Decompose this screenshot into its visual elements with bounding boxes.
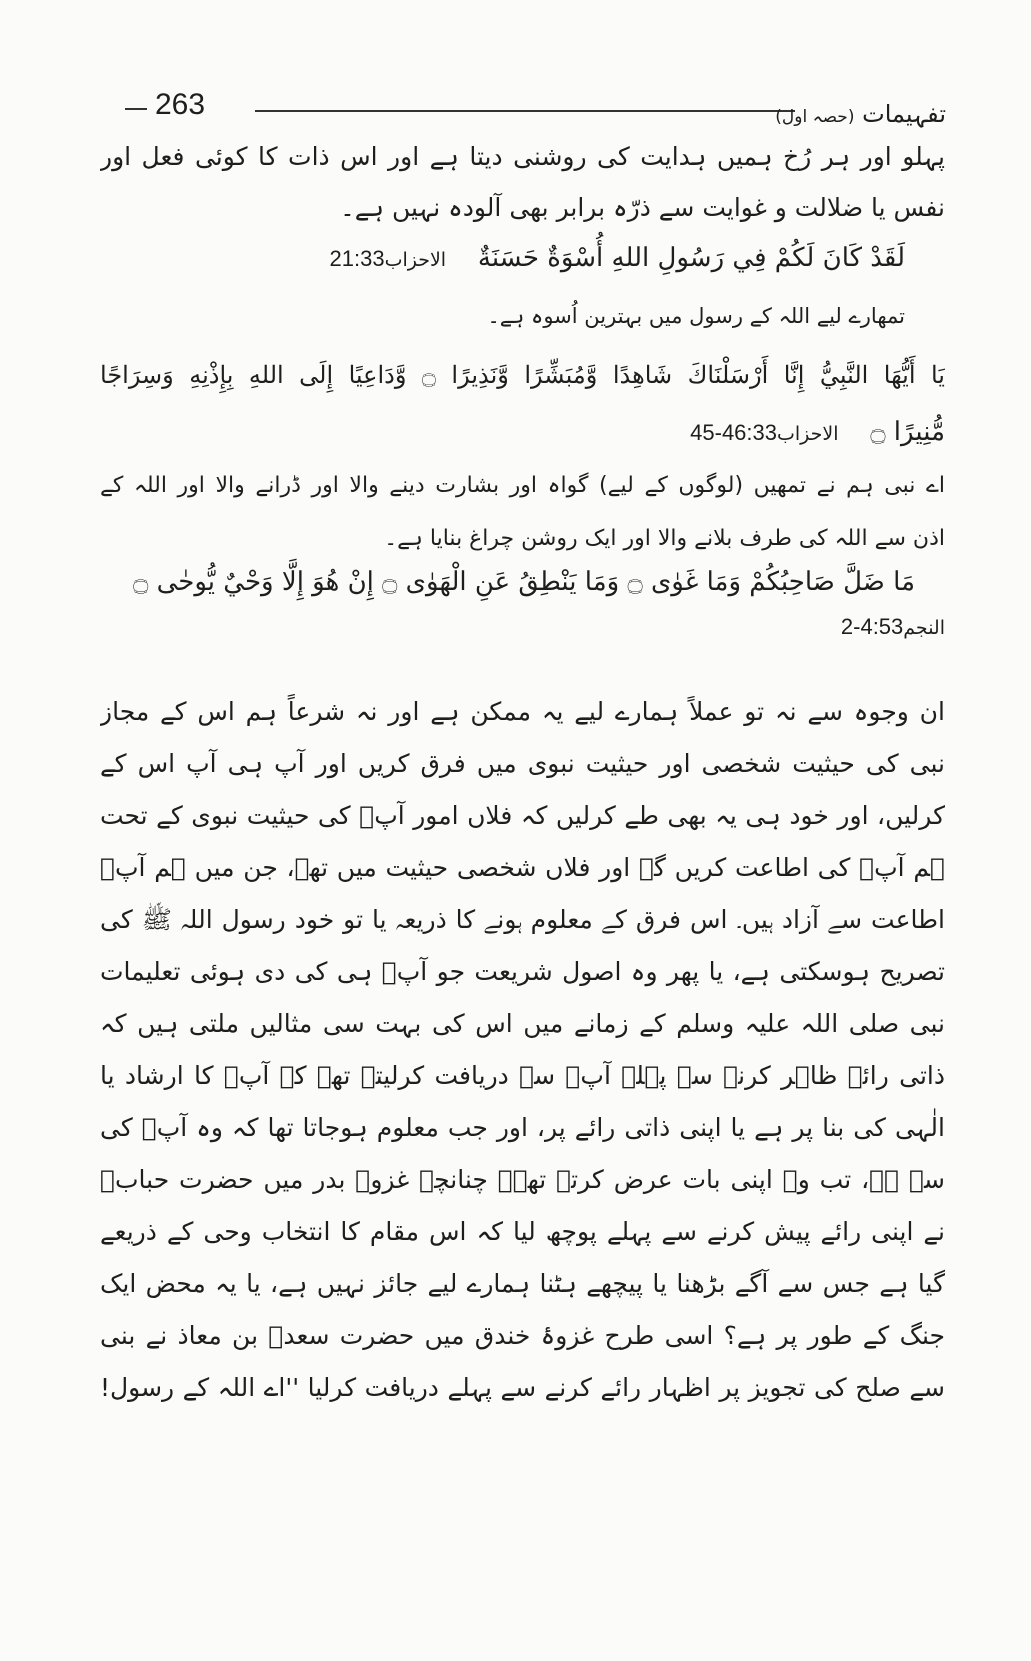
text-line: ہم آپؐ کی اطاعت کریں گے اور فلاں شخصی حیثیت میں تھے، جن میں ہم آپؐ — [100, 853, 945, 882]
text-line: نے اپنی رائے پیش کرنے سے پہلے پوچھ لیا کہ اس مقام کا انتخاب وحی کے ذریعے — [100, 1217, 945, 1246]
page-number: 263 — [155, 88, 206, 121]
arabic-verse: لَقَدْ كَانَ لَكُمْ فِي رَسُولِ اللهِ أُسْوَةٌ حَسَنَةٌ — [477, 243, 905, 273]
arabic-verse: مَا ضَلَّ صَاحِبُكُمْ وَمَا غَوٰى ۝ وَمَا يَنْطِقُ عَنِ الْهَوٰى ۝ إِنْ هُوَ إِلَّا وَحْيٌ يُّوحٰى ۝ — [133, 567, 915, 597]
arabic-verse: يَا أَيُّهَا النَّبِيُّ إِنَّا أَرْسَلْنَاكَ شَاهِدًا وَّمُبَشِّرًا وَّنَذِيرًا ۝ وَّدَاعِيًا إِلَى اللهِ بِإِذْنِهِ وَسِرَاجًا — [100, 361, 945, 389]
text-line: نبی کی حیثیت شخصی اور حیثیت نبوی میں فرق کریں اور آپ ہی آپ اس کے — [100, 749, 945, 778]
text-line: جنگ کے طور پر ہے؟ اسی طرح غزوۂ خندق میں حضرت سعدؓ بن معاذ نے بنی — [100, 1321, 945, 1350]
translation-line: اے نبی ہم نے تمھیں (لوگوں کے لیے) گواہ اور بشارت دینے والا اور ڈرانے والا اور اللہ کے — [100, 473, 945, 498]
text-line: نفس یا ضلالت و غوایت سے ذرّہ برابر بھی آلودہ نہیں ہے۔ — [340, 193, 945, 222]
text-line: ان وجوہ سے نہ تو عملاً ہمارے لیے یہ ممکن ہے اور نہ شرعاً ہم اس کے مجاز — [100, 697, 945, 726]
text-line: گیا ہے جس سے آگے بڑھنا یا پیچھے ہٹنا ہمارے لیے جائز نہیں ہے، یا یہ محض ایک — [100, 1269, 945, 1298]
header-rule — [255, 110, 795, 112]
text-line: پہلو اور ہر رُخ ہمیں ہدایت کی روشنی دیتا ہے اور اس ذات کا کوئی فعل اور — [100, 142, 945, 171]
surah-name: الاحزاب — [777, 423, 839, 445]
book-part: (حصہ اول) — [775, 107, 855, 127]
quote-3-ref — [100, 606, 945, 648]
book-title: تفہیمات — [862, 100, 946, 128]
text-line: کرلیں، اور خود ہی یہ بھی طے کرلیں کہ فلاں امور آپؐ کی حیثیت نبوی کے تحت — [100, 801, 945, 830]
text-line: سے ہے، تب وہ اپنی بات عرض کرتے تھے۔ چنانچہ غزوۂ بدر میں حضرت حبابؓ — [100, 1165, 945, 1194]
text-line: ذاتی رائے ظاہر کرنے سے پہلے آپؐ سے دریافت کرلیتے تھے کہ آپؐ کا ارشاد یا — [100, 1061, 945, 1090]
header-dash — [125, 108, 147, 110]
text-line: اطاعت سے آزاد ہیں۔ اس فرق کے معلوم ہونے کا ذریعہ یا تو خود رسول اللہ ﷺ کی — [100, 905, 945, 934]
text-line: الٰہی کی بنا پر ہے یا اپنی ذاتی رائے پر، اور جب معلوم ہوجاتا تھا کہ وہ آپؐ کی — [100, 1113, 945, 1142]
text-line: نبی صلی اللہ علیہ وسلم کے زمانے میں اس کی بہت سی مثالیں ملتی ہیں کہ — [100, 1009, 945, 1038]
translation-line: تمھارے لیے اللہ کے رسول میں بہترین اُسوہ ہے۔ — [487, 304, 905, 328]
text-line: سے صلح کی تجویز پر اظہار رائے کرنے سے پہلے دریافت کرلیا ''اے اللہ کے رسول! — [100, 1373, 945, 1402]
surah-name: النجم — [903, 617, 945, 639]
verse-reference: 2-4:53 — [840, 614, 904, 639]
verse-reference: 45-46:33 — [690, 420, 777, 445]
quote-1 — [100, 238, 945, 280]
surah-name: الاحزاب — [384, 249, 447, 271]
verse-reference: 21:33 — [329, 246, 385, 271]
arabic-verse: مُّنِيرًا ۝ — [870, 417, 945, 447]
text-line: تصریح ہوسکتی ہے، یا پھر وہ اصول شریعت جو آپؐ ہی کی دی ہوئی تعلیمات — [100, 957, 945, 986]
translation-line: اذن سے اللہ کی طرف بلانے والا اور ایک روشن چراغ بنایا ہے۔ — [384, 526, 945, 551]
quote-2-end — [100, 412, 945, 454]
running-title — [775, 100, 946, 128]
